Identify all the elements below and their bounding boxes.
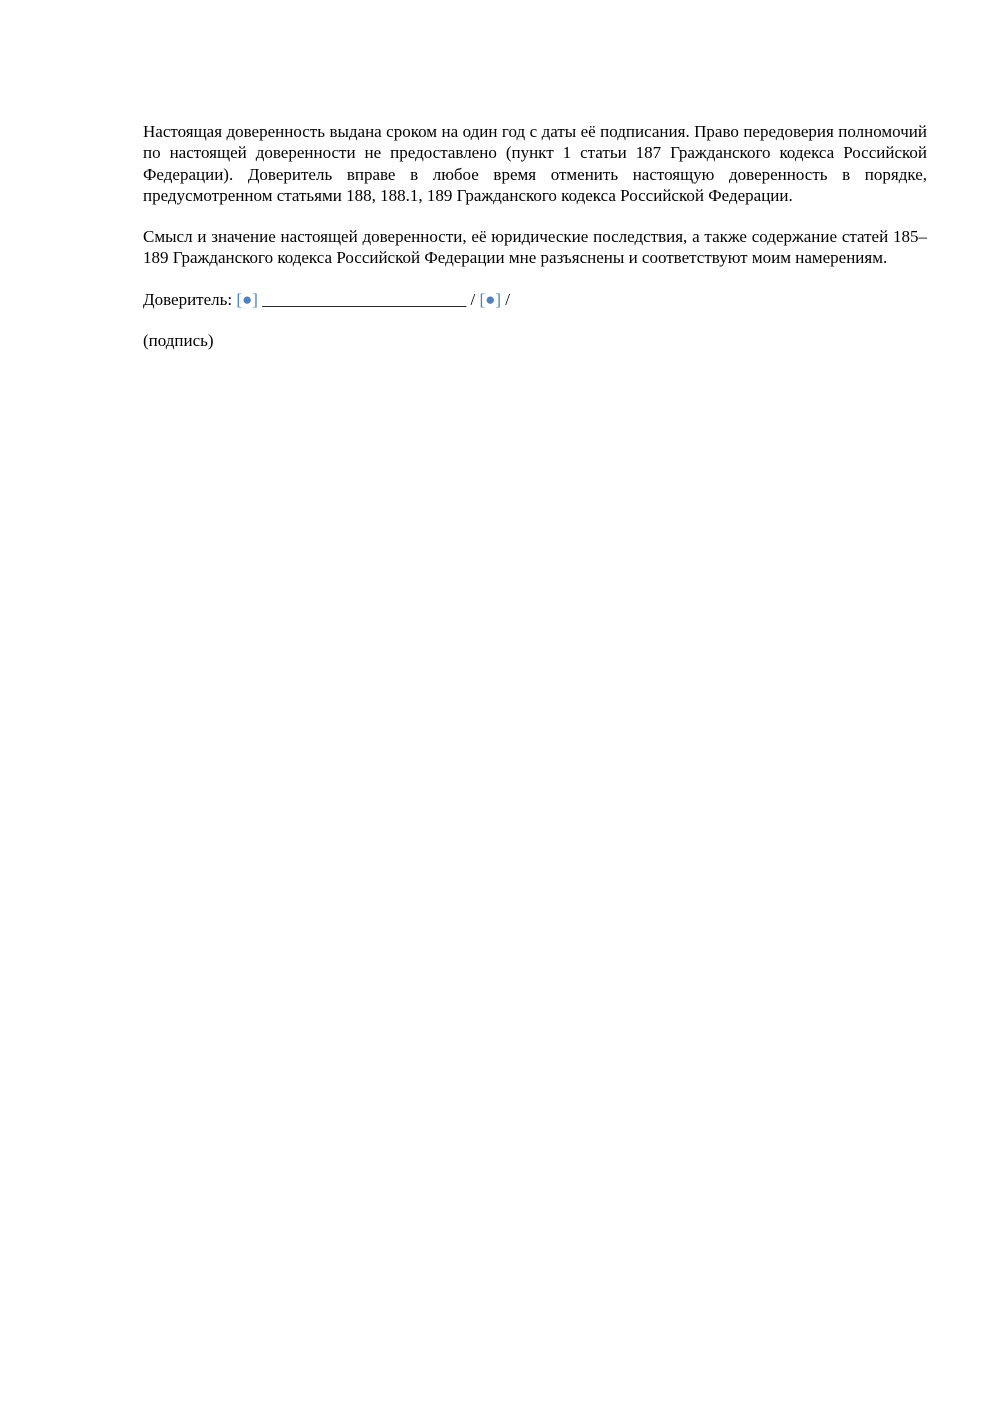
principal-signature-line [143,289,927,310]
document-body [143,121,927,351]
principal-placeholder: [●] [236,289,258,309]
principal-name-placeholder: [●] [479,289,502,309]
acknowledgement-paragraph: Смысл и значение настоящей доверенности, её юридические последствия, а также содержание статей 185–189 Гражданского кодекса Российской Федерации мне разъяснены и соответствуют моим намерениям. [143,227,927,268]
signature-suffix: / [501,289,511,309]
principal-label: Доверитель: [143,289,237,309]
validity-paragraph: Настоящая доверенность выдана сроком на один год с даты её подписания. Право передоверия полномочий по настоящей доверенности не предоставлено (пункт 1 статьи 187 Гражданского кодекса Российской Федерации). Доверитель вправе в любое время отменить настоящую доверенность в порядке, предусмотренном статьями 188, 188.1, 189 Гражданского кодекса Российской Федерации. [143,122,927,205]
signature-caption: (подпись) [143,331,214,351]
signature-blank-line: ________________________ / [257,289,480,309]
